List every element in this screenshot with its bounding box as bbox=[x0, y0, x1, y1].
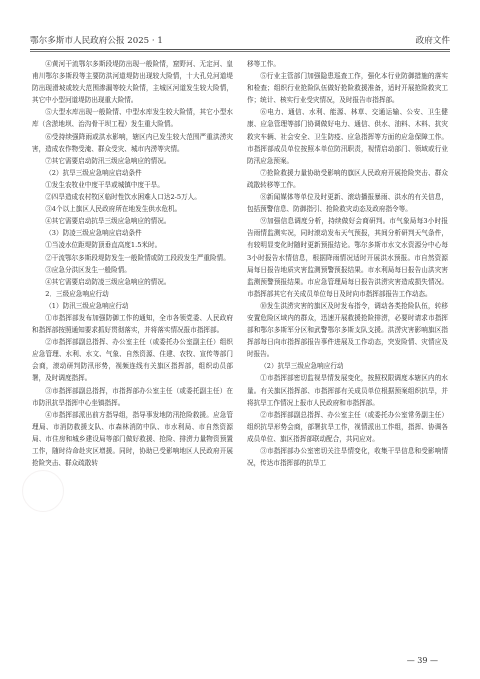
paragraph: ②市指挥部副总指挥、办公室主任（或委托办公室副主任）组织应急管理、水利、水文、气象、自然资源、住建、农牧、宣传等部门会商，滚动研判防汛形势，视频连线有关旗区指挥部，组织动员部署，及时调度指挥。 bbox=[32, 338, 233, 383]
subheading: （2）抗旱三级应急响应行动 bbox=[260, 362, 344, 371]
header-divider-thin bbox=[30, 51, 450, 52]
paragraph: ①当凌水位距堤防顶垂直高度1.5米时。 bbox=[45, 241, 162, 250]
paragraph: ⑤行业主管部门加强隐患巡查工作，强化本行业防御措施的落实和检查；组织行业抢险队伍做好抢险救援准备，适时开展抢险救灾工作；统计、核实行业受灾情况，及时报告市指挥部。 bbox=[247, 72, 448, 105]
paragraph: ⑥电力、通信、水利、能源、林草、交通运输、公安、卫生健康、应急管理等部门协调做好电力、通信、供水、油料、木料、抗灾救灾车辆、社会安全、卫生防疫、应急指挥等方面的应急保障工作。市指挥部成员单位按照本单位防汛职责，视情启动部门、领域或行业防汛应急预案。 bbox=[247, 108, 448, 165]
paragraph: ③4个以上旗区人民政府所在地发生供水危机。 bbox=[45, 205, 182, 214]
paragraph: ①发生农牧业中度干旱或城镇中度干旱。 bbox=[45, 180, 164, 189]
paragraph: ⑨加强信息调度分析，持续做好会商研判。市气象局每3小时报告雨情监测实况，同时滚动发布天气预报，其间分析研判天气条件，有较明显变化时随时更新预报结论。鄂尔多斯市水文水资源分中心每3小时报告水情信息，根据降雨情况适时开展洪水预报。市自然资源局每日报告地质灾害监测预警预报结果。市水利局每日报告山洪灾害监测预警预报结果。市应急管理局每日报告洪涝灾害造成损失情况。市指挥部其它有关成员单位每日及时向市指挥部报告工作动态。 bbox=[247, 217, 448, 298]
page-header bbox=[30, 30, 450, 46]
page-number: — 39 — bbox=[406, 656, 438, 665]
paragraph: ④其它需要启动抗旱三级应急响应的情况。 bbox=[45, 217, 171, 226]
subheading: （3）防凌三级应急响应启动条件 bbox=[45, 229, 142, 238]
paragraph: ③市指挥部办公室密切关注旱情变化，收集干旱信息和受影响情况，传达市指挥部的抗旱工 bbox=[247, 447, 448, 468]
paragraph: ②干流鄂尔多斯段堤防发生一般险情或防工段段发生严重险情。 bbox=[45, 253, 230, 262]
subheading: （2）抗旱三级应急响应启动条件 bbox=[45, 168, 142, 177]
paragraph: ①市指挥部发布加强防御工作的通知，全市各领党委、人民政府和指挥部按照通知要求抓好贯彻落实，并将落实情况报市指挥部。 bbox=[32, 313, 233, 335]
paragraph: ④其它需要启动防凌三级应急响应的情况。 bbox=[45, 277, 171, 286]
publication-title: 鄂尔多斯市人民政府公报 2025 · 1 bbox=[30, 36, 163, 46]
section-label: 政府文件 bbox=[415, 36, 450, 46]
paragraph: ②四旱造成农村牧区临时性饮水困难人口达2-5万人。 bbox=[45, 193, 201, 202]
paragraph: ③应急分洪区发生一般险情。 bbox=[45, 265, 131, 274]
paragraph: ⑦其它需要启动防汛三级应急响应的情况。 bbox=[45, 156, 171, 165]
paragraph: ②市指挥部副总指挥、办公室主任（或委托办公室常务副主任）组织抗旱形势会商，部署抗旱工作，视情派出工作组，指挥、协调各成员单位、旗区指挥部联动配合，共同应对。 bbox=[247, 410, 448, 443]
paragraph-continued: 移等工作。 bbox=[247, 60, 280, 68]
paragraph: ⑧新闻媒体等单位及时更新、滚动播报暴雨、洪水的有关信息，包括预警信息、防御指引、抢险救灾动态及政府指令等。 bbox=[247, 193, 448, 214]
paragraph: ⑥受持续强降雨或洪水影响，辖区内已发生较大范围严重洪涝灾害，造成农作物受淹、群众受灾、城市内涝等灾情。 bbox=[32, 132, 233, 153]
paragraph: ⑤大型水库出现一般险情、中型水库发生较大险情，其它小型水库（含淤地坝、治沟骨干坝工程）发生重大险情。 bbox=[32, 108, 233, 129]
paragraph: ⑦抢险救援力量协助受影响的旗区人民政府开展抢险突击、群众疏散转移等工作。 bbox=[247, 168, 448, 189]
body-columns bbox=[32, 58, 448, 638]
paragraph: ④黄河干流鄂尔多斯段堤防出现一般险情，窟野河、无定河、皇甫川鄂尔多斯段等主要防洪河道堤防出现较大险情，十大孔兑河道堤防出现滑坡或较大范围渗漏等较大险情，主城区河道发生较大险情，其它中小型河道堤防出现重大险情。 bbox=[32, 60, 233, 105]
right-column bbox=[247, 58, 448, 638]
header-divider bbox=[30, 49, 450, 50]
left-column bbox=[32, 58, 233, 638]
paragraph: ③市指挥部副总指挥，市指挥部办公室主任（或委托副主任）在市防汛抗旱指挥中心坐镇指挥。 bbox=[32, 386, 233, 407]
section-heading: 2．三级应急响应行动 bbox=[45, 289, 109, 298]
paragraph: ①市指挥部密切监视旱情发展变化，按照权限调度本辖区内的水量。有关旗区指挥部、市指挥部有关成员单位根据预案组织抗旱，并将抗旱工作情况上报市人民政府和市指挥部。 bbox=[247, 374, 448, 407]
paragraph: ④市指挥部派出前方指导组，指导事发地防汛抢险救援。应急管理局、市消防救援支队、市森林消防中队、市水利局、市自然资源局、市住房和城乡建设局等部门做好救援、抢险、排涝力量物资预置工作，随时待命赴灾区增援。同时，协助已受影响地区人民政府开展抢险突击、群众疏散转 bbox=[32, 410, 233, 468]
subheading: （1）防汛三级应急响应行动 bbox=[45, 301, 129, 310]
paragraph: ⑩发生洪涝灾害的旗区及时发布指令，调动各类抢险队伍，转移安置危险区域内的群众，迅速开展救援抢险排涝，必要时请求市指挥部和鄂尔多斯军分区和武警鄂尔多斯支队支援。洪涝灾害影响旗区指挥部每日向市指挥部报告事件进展及工作动态，突发险情、灾情应及时报告。 bbox=[247, 301, 448, 359]
